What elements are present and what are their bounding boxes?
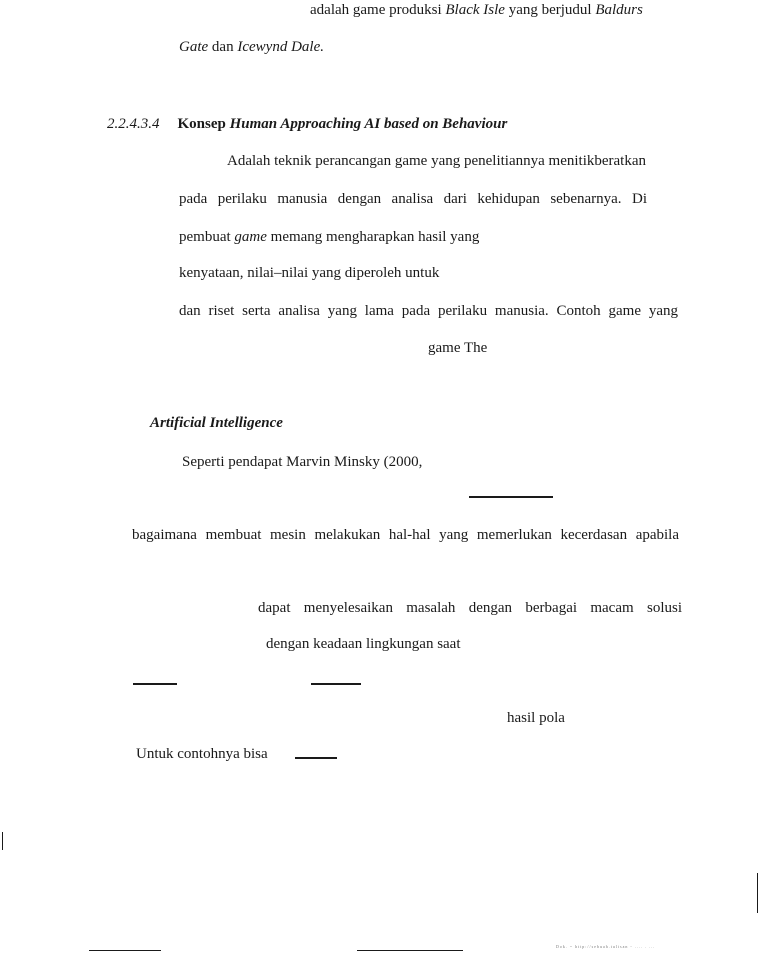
game-title: Gate [179,39,209,55]
text-span: pembuat [179,229,235,245]
text-span: Artificial Intelligence [150,415,283,431]
underline-rule [133,683,177,685]
italic-word: game [234,229,267,245]
paragraph-2-line-2: bagaimana membuat mesin melakukan hal-hal yang memerlukan kecerdasan apabila [132,527,679,543]
paragraph-2-line-3: dapat menyelesaikan masalah dengan berbagai macam solusi [258,600,682,616]
underline-rule [311,683,361,685]
paragraph-1-line-1: Adalah teknik perancangan game yang penelitiannya menitikberatkan [227,153,646,169]
section-heading-italic: Human Approaching AI based on Behaviour [229,116,508,132]
scan-edge-mark [2,832,3,850]
section-title [150,413,283,433]
footer-rule [89,950,161,951]
game-title: Baldurs [595,2,643,18]
footer-tiny-text: Dok. ~ http://sebuah.tulisan - .... . ... [556,944,655,949]
game-studio-name: Black Isle [445,2,505,18]
paragraph-2-line-6: Untuk contohnya bisa [136,746,268,762]
game-title: Icewynd Dale. [237,39,324,55]
text-span: adalah game produksi [310,2,446,18]
text-span: dan [208,39,238,55]
underline-rule [469,496,553,498]
paragraph-2-line-5: hasil pola [507,710,565,726]
paragraph-2-line-1: Seperti pendapat Marvin Minsky (2000, [182,454,423,470]
paragraph-1-line-6: game The [428,340,488,356]
paragraph-1-line-5: dan riset serta analisa yang lama pada perilaku manusia. Contoh game yang [179,303,678,319]
scan-edge-mark [757,873,758,913]
text-span: memang mengharapkan hasil yang [266,229,480,245]
text-span: Konsep [177,116,230,132]
paragraph-1-line-2: pada perilaku manusia dengan analisa dari kehidupan sebenarnya. Di [179,191,647,207]
text-span: yang berjudul [504,2,596,18]
text-line-2 [179,37,324,57]
paragraph-1-line-4: kenyataan, nilai–nilai yang diperoleh untuk [179,265,440,281]
section-number: 2.2.4.3.4 [107,116,160,132]
underline-rule [295,757,337,759]
footer-rule [357,950,463,951]
paragraph-1-line-3 [179,227,479,247]
section-heading [107,114,507,134]
text-line-1 [310,0,643,20]
paragraph-2-line-4: dengan keadaan lingkungan saat [266,636,461,652]
